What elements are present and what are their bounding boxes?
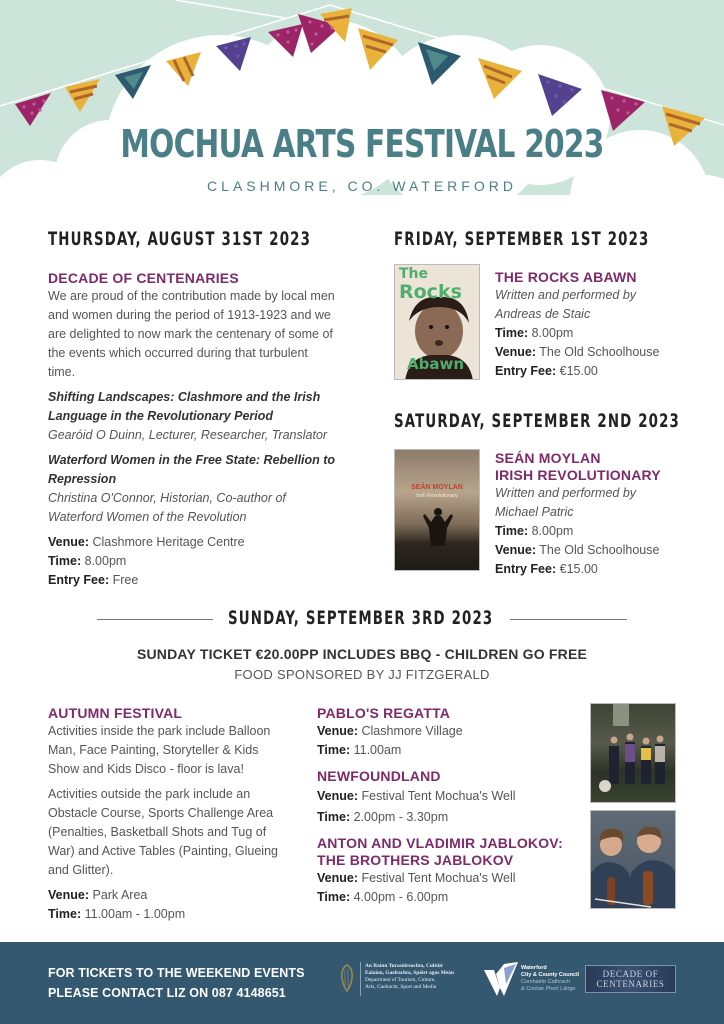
event-credit: Andreas de Staic xyxy=(495,307,591,321)
talk-title: Waterford Women in the Free State: Rebellion to Repression xyxy=(48,453,336,486)
event-venue: Venue: The Old Schoolhouse xyxy=(495,345,660,359)
festival-location: CLASHMORE, CO. WATERFORD xyxy=(207,178,517,194)
event-title: DECADE OF CENTENARIES xyxy=(48,270,239,286)
event-credit: Written and performed by xyxy=(495,486,637,500)
divider-right xyxy=(510,619,627,620)
rocks-abawn-poster: The Rocks Abawn xyxy=(394,264,480,380)
talk-title: Shifting Landscapes: Clashmore and the Irish Language in the Revolutionary Period xyxy=(48,390,321,423)
sunday-ticket-info: SUNDAY TICKET €20.00PP INCLUDES BBQ - CHILDREN GO FREE xyxy=(136,646,588,662)
event-credit: Written and performed by xyxy=(495,288,637,302)
department-tourism-logo: An Roinn Turasóireachta, Cultúir Ealaíon, Gaeltachta, Spóirt agus Meán Department of Tourism, Culture, Arts, Gaeltacht, Sport and Media xyxy=(340,962,490,996)
event-time: Time: 4.00pm - 6.00pm xyxy=(317,890,449,904)
ticket-contact: FOR TICKETS TO THE WEEKEND EVENTS PLEASE CONTACT LIZ ON 087 4148651 xyxy=(48,966,305,1000)
jablokov-brothers-photo xyxy=(590,810,676,909)
regatta-event xyxy=(317,705,587,760)
talk-speaker: Gearóid O Duinn, Lecturer, Researcher, Translator xyxy=(48,428,328,442)
event-title: PABLO'S REGATTA xyxy=(317,705,451,721)
sunday-events-middle xyxy=(317,705,587,907)
event-time: Time: 8.00pm xyxy=(495,326,574,340)
thursday-heading: THURSDAY, AUGUST 31ST 2023 xyxy=(48,228,312,250)
jablokov-event xyxy=(317,835,587,907)
harp-icon xyxy=(340,964,354,992)
event-fee: Entry Fee: Free xyxy=(48,573,139,587)
decade-of-centenaries-logo: DECADE OF CENTENARIES xyxy=(585,965,676,993)
event-time: Time: 8.00pm xyxy=(48,554,127,568)
event-venue: Venue: Clashmore Village xyxy=(317,724,463,738)
festival-header xyxy=(0,0,724,215)
waterford-council-logo: Waterford City & County Council Comhairle Cathrach & Contae Phort Láirge xyxy=(484,962,584,998)
divider-left xyxy=(97,619,213,620)
saturday-event xyxy=(495,450,695,579)
newfoundland-event xyxy=(317,768,587,827)
sean-moylan-poster: SEÁN MOYLAN Irish Revolutionary xyxy=(394,449,480,571)
event-venue: Venue: Festival Tent Mochua's Well xyxy=(317,789,516,803)
event-title: ANTON AND VLADIMIR JABLOKOV: xyxy=(317,835,563,851)
saturday-heading: SATURDAY, SEPTEMBER 2ND 2023 xyxy=(394,410,680,432)
event-description: Activities inside the park include Balloon Man, Face Painting, Storyteller & Kids Show and Kids Disco - floor is lava! xyxy=(48,724,271,776)
event-time: Time: 11.00am xyxy=(317,743,402,757)
footer xyxy=(0,942,724,1024)
event-title: NEWFOUNDLAND xyxy=(317,768,441,784)
newfoundland-band-photo xyxy=(590,703,676,803)
autumn-festival-event xyxy=(48,705,288,924)
event-time: Time: 2.00pm - 3.30pm xyxy=(317,810,449,824)
event-title: THE ROCKS ABAWN xyxy=(495,269,637,285)
event-title: AUTUMN FESTIVAL xyxy=(48,705,183,721)
friday-heading: FRIDAY, SEPTEMBER 1ST 2023 xyxy=(394,228,650,250)
event-title: THE BROTHERS JABLOKOV xyxy=(317,852,514,868)
event-time: Time: 8.00pm xyxy=(495,524,574,538)
event-venue: Venue: Park Area xyxy=(48,888,148,902)
sunday-heading: SUNDAY, SEPTEMBER 3RD 2023 xyxy=(228,607,494,629)
talk-speaker: Christina O'Connor, Historian, Co-author of Waterford Women of the Revolution xyxy=(48,491,286,524)
thursday-event xyxy=(48,270,338,590)
event-venue: Venue: Festival Tent Mochua's Well xyxy=(317,871,516,885)
food-sponsor: FOOD SPONSORED BY JJ FITZGERALD xyxy=(234,667,490,682)
event-credit: Michael Patric xyxy=(495,505,574,519)
event-description: We are proud of the contribution made by local men and women during the period of 1913-1923 and we are delighted to now mark the centenary of some of the events which occurred during that turbulent time. xyxy=(48,289,335,379)
waterford-w-icon xyxy=(484,962,520,996)
friday-event xyxy=(495,269,695,381)
event-time: Time: 11.00am - 1.00pm xyxy=(48,907,186,921)
event-fee: Entry Fee: €15.00 xyxy=(495,562,598,576)
event-fee: Entry Fee: €15.00 xyxy=(495,364,598,378)
event-venue: Venue: The Old Schoolhouse xyxy=(495,543,660,557)
festival-title: MOCHUA ARTS FESTIVAL 2023 xyxy=(120,122,604,166)
event-description: Activities outside the park include an Obstacle Course, Sports Challenge Area (Penalties, Basketball Shots and Tug of War) and Active Tables (Painting, Glueing and Glitter). xyxy=(48,787,278,877)
event-title: IRISH REVOLUTIONARY xyxy=(495,467,661,483)
event-title: SEÁN MOYLAN xyxy=(495,450,601,466)
event-venue: Venue: Clashmore Heritage Centre xyxy=(48,535,245,549)
